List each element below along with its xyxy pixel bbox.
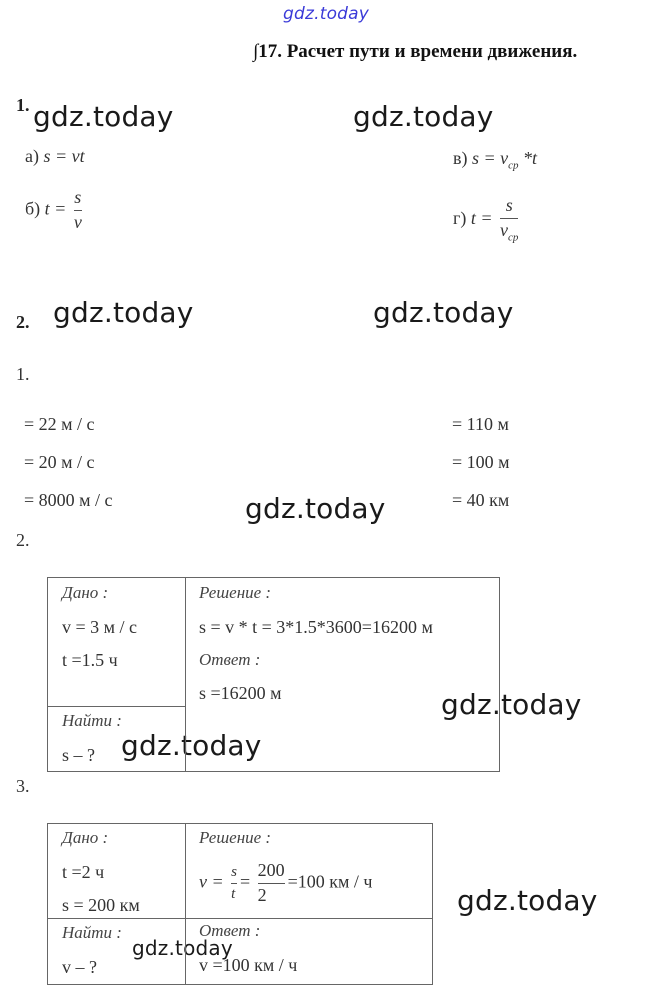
formula-lhs: t = bbox=[470, 207, 493, 228]
watermark: gdz.today bbox=[441, 688, 582, 721]
find-value: s – ? bbox=[62, 745, 95, 765]
given-value: v = 3 м / с bbox=[62, 617, 138, 637]
watermark-top: gdz.today bbox=[283, 4, 370, 24]
given-value: s = 200 км bbox=[62, 895, 140, 915]
solution-expression bbox=[199, 861, 372, 906]
result-line: = 8000 м / с bbox=[24, 490, 113, 510]
part-label: 3. bbox=[16, 776, 30, 796]
result-line: = 40 км bbox=[452, 490, 510, 510]
table-divider bbox=[185, 823, 186, 984]
part-label: 1. bbox=[16, 364, 30, 384]
result-line: = 100 м bbox=[452, 452, 510, 472]
fraction-denominator: t bbox=[231, 883, 237, 903]
watermark: gdz.today bbox=[245, 492, 386, 525]
result-line: = 22 м / с bbox=[24, 414, 95, 434]
fraction bbox=[500, 196, 518, 243]
given-value: t =1.5 ч bbox=[62, 650, 118, 670]
result-line: = 110 м bbox=[452, 414, 509, 434]
solution-label: Решение : bbox=[199, 828, 272, 847]
fraction bbox=[258, 861, 285, 906]
watermark: gdz.today bbox=[121, 729, 262, 762]
fraction-denominator: 2 bbox=[258, 883, 285, 906]
solution-label: Решение : bbox=[199, 583, 272, 602]
formula-rhs: *t bbox=[518, 148, 538, 168]
table-divider bbox=[185, 577, 186, 771]
formula-subscript: ср bbox=[508, 159, 519, 172]
given-value: t =2 ч bbox=[62, 862, 105, 882]
solution-expression: s = v * t = 3*1.5*3600=16200 м bbox=[199, 617, 433, 637]
solution-table bbox=[47, 577, 500, 772]
find-label: Найти : bbox=[62, 711, 122, 730]
fraction bbox=[231, 864, 237, 902]
task-number: 2. bbox=[16, 312, 30, 332]
fraction-denominator: v bbox=[73, 211, 82, 232]
part-label: 2. bbox=[16, 530, 30, 550]
result-line: = 20 м / с bbox=[24, 452, 95, 472]
equals-sign: = bbox=[239, 871, 251, 892]
solution-lhs: v = bbox=[199, 871, 224, 892]
formula-lhs: t = bbox=[44, 198, 67, 219]
answer-value: v =100 км / ч bbox=[199, 955, 298, 975]
watermark: gdz.today bbox=[132, 936, 233, 960]
formula-label: а) bbox=[25, 146, 39, 166]
table-divider bbox=[47, 918, 432, 919]
watermark: gdz.today bbox=[373, 296, 514, 329]
fraction-numerator: s bbox=[74, 187, 82, 207]
formula-b bbox=[25, 188, 85, 233]
fraction-numerator: 200 bbox=[257, 860, 285, 880]
fraction bbox=[74, 188, 82, 233]
find-label: Найти : bbox=[62, 923, 122, 942]
formula-v bbox=[453, 148, 537, 172]
given-label: Дано : bbox=[62, 828, 109, 847]
formula-lhs: s = v bbox=[472, 148, 509, 168]
formula-a bbox=[25, 146, 85, 167]
answer-label: Ответ : bbox=[199, 921, 261, 940]
watermark: gdz.today bbox=[457, 884, 598, 917]
solution-rhs: =100 км / ч bbox=[287, 871, 373, 892]
find-value: v – ? bbox=[62, 957, 97, 977]
answer-value: s =16200 м bbox=[199, 683, 282, 703]
task-number: 1. bbox=[16, 95, 30, 115]
watermark: gdz.today bbox=[33, 100, 174, 133]
watermark: gdz.today bbox=[53, 296, 194, 329]
formula-label: б) bbox=[25, 198, 41, 219]
given-label: Дано : bbox=[62, 583, 109, 602]
fraction-numerator: s bbox=[505, 195, 513, 215]
watermark: gdz.today bbox=[353, 100, 494, 133]
formula-label: г) bbox=[453, 207, 467, 228]
fraction-denominator: $v_{ср}$ bbox=[500, 219, 519, 244]
answer-label: Ответ : bbox=[199, 650, 261, 669]
page-title: ∫17. Расчет пути и времени движения. bbox=[253, 41, 578, 62]
formula-g bbox=[453, 196, 521, 243]
fraction-numerator: s bbox=[231, 864, 237, 881]
formula-label: в) bbox=[453, 148, 468, 168]
formula-expression: s = vt bbox=[43, 146, 85, 166]
table-divider bbox=[47, 706, 185, 707]
